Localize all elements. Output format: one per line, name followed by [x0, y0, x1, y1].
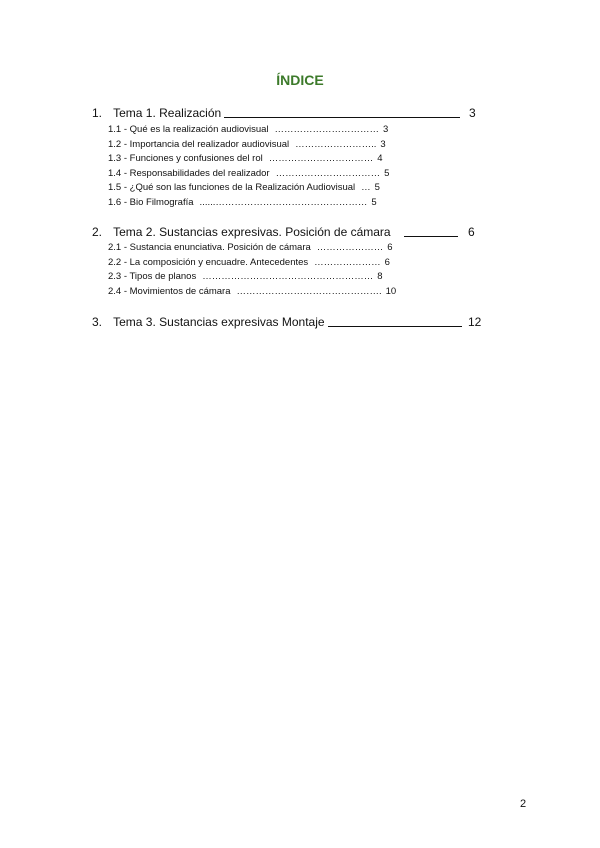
toc-leader-dots: ……………………………………….	[236, 286, 382, 297]
toc-entry-page: 5	[384, 168, 390, 179]
chapter-number: 1.	[92, 106, 103, 120]
toc-entry[interactable]	[108, 242, 393, 253]
leader-line	[328, 326, 462, 327]
toc-leader-dots: ……………………………	[268, 153, 374, 164]
toc-leader-dots: …	[361, 182, 371, 193]
chapter-page: 3	[469, 106, 476, 120]
chapter-label: Tema 2. Sustancias expresivas. Posición de cámara	[113, 225, 391, 239]
toc-entry-label: 2.4 - Movimientos de cámara	[108, 286, 231, 297]
toc-entry-label: 1.3 - Funciones y confusiones del rol	[108, 153, 263, 164]
chapter-label: Tema 1. Realización	[113, 106, 222, 120]
toc-entry[interactable]	[108, 139, 386, 150]
chapter-3-heading[interactable]	[92, 315, 325, 329]
toc-entry[interactable]	[108, 168, 389, 179]
page-number: 2	[520, 798, 527, 810]
chapter-label: Tema 3. Sustancias expresivas Montaje	[113, 315, 325, 329]
toc-entry[interactable]	[108, 257, 390, 268]
toc-entry-label: 2.1 - Sustancia enunciativa. Posición de cámara	[108, 242, 311, 253]
toc-leader-dots: ……………………..	[295, 139, 377, 150]
toc-entry-label: 1.4 - Responsabilidades del realizador	[108, 168, 270, 179]
toc-entry[interactable]	[108, 124, 388, 135]
toc-entry[interactable]	[108, 286, 396, 297]
chapter-page: 12	[468, 315, 482, 329]
toc-entry[interactable]	[108, 197, 377, 208]
toc-entry-page: 8	[377, 271, 383, 282]
chapter-number: 3.	[92, 315, 103, 329]
index-title: ÍNDICE	[276, 72, 324, 88]
toc-entry-page: 3	[383, 124, 389, 135]
toc-entry-label: 1.6 - Bio Filmografía	[108, 197, 194, 208]
toc-entry-label: 1.1 - Qué es la realización audiovisual	[108, 124, 269, 135]
toc-entry[interactable]	[108, 182, 380, 193]
toc-entry[interactable]	[108, 271, 383, 282]
toc-entry-label: 1.2 - Importancia del realizador audiovisual	[108, 139, 290, 150]
toc-entry-page: 3	[380, 139, 386, 150]
toc-entry-label: 2.3 - Tipos de planos	[108, 271, 197, 282]
toc-entry-page: 6	[387, 242, 393, 253]
toc-entry-label: 1.5 - ¿Qué son las funciones de la Realización Audiovisual	[108, 182, 356, 193]
toc-entry-page: 4	[377, 153, 383, 164]
toc-entry-page: 5	[374, 182, 380, 193]
leader-line	[224, 117, 460, 118]
toc-leader-dots: …………………	[316, 242, 384, 253]
chapter-2-heading[interactable]	[92, 225, 391, 239]
toc-entry-page: 5	[371, 197, 377, 208]
toc-leader-dots: …………………	[314, 257, 381, 268]
toc-leader-dots: ……………………………	[275, 168, 381, 179]
chapter-1-heading[interactable]	[92, 106, 221, 120]
toc-entry-page: 10	[385, 286, 397, 297]
toc-leader-dots: ………………………………………………	[202, 271, 374, 282]
chapter-page: 6	[468, 225, 475, 239]
toc-entry-page: 6	[384, 257, 390, 268]
toc-entry-label: 2.2 - La composición y encuadre. Antecedentes	[108, 257, 309, 268]
chapter-number: 2.	[92, 225, 103, 239]
toc-entry[interactable]	[108, 153, 383, 164]
toc-leader-dots: ……………………………	[274, 124, 380, 135]
toc-leader-dots: ......…………………………………………	[199, 197, 368, 208]
leader-line	[404, 236, 458, 237]
